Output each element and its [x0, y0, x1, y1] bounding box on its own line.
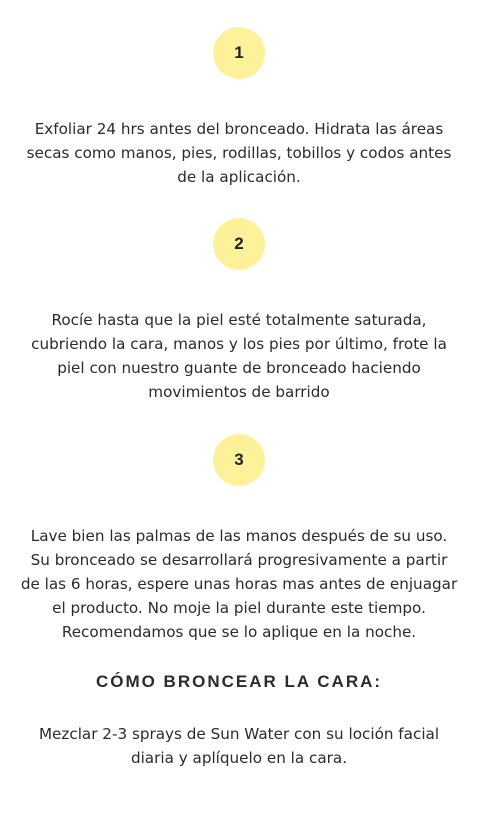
step-number-badge: 2: [213, 218, 265, 270]
face-section-title: CÓMO BRONCEAR LA CARA:: [95, 672, 383, 691]
step-2: [0, 218, 478, 404]
step-number-badge: 3: [213, 434, 265, 486]
step-description: Rocíe hasta que la piel esté totalmente saturada, cubriendo la cara, manos y los pies por último, frote la piel con nuestro guante de bronceado haciendo movimientos de barrido: [31, 311, 447, 401]
face-section-text: Mezclar 2-3 sprays de Sun Water con su loción facial diaria y aplíquelo en la cara.: [38, 725, 440, 767]
step-description: Lave bien las palmas de las manos después de su uso. Su bronceado se desarrollará progresivamente a partir de las 6 horas, espere unas horas mas antes de enjuagar el producto. No moje la piel durante este tiempo. Recomendamos que se lo aplique en la noche.: [20, 527, 458, 641]
step-3: [0, 434, 478, 644]
step-description: Exfoliar 24 hrs antes del bronceado. Hidrata las áreas secas como manos, pies, rodillas, tobillos y codos antes de la aplicación.: [26, 120, 452, 186]
step-1: [0, 27, 478, 189]
step-number-badge: 1: [213, 27, 265, 79]
